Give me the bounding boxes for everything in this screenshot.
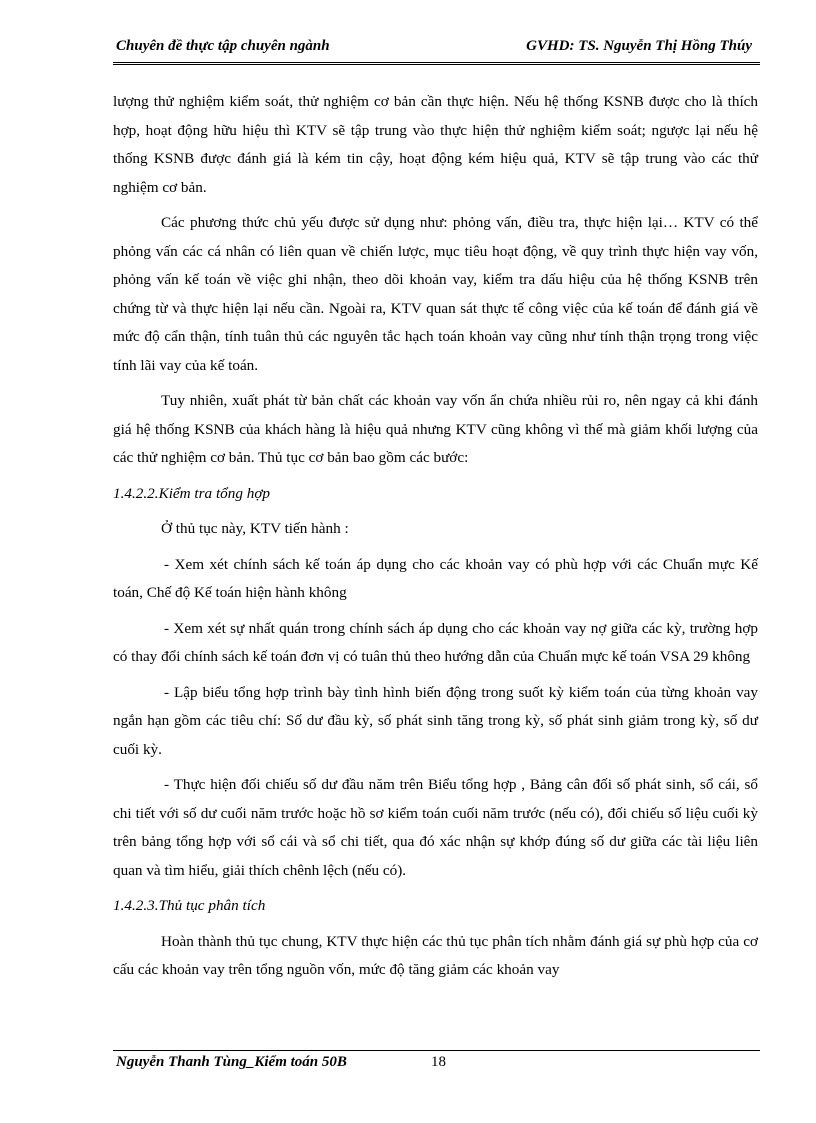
document-body — [113, 88, 758, 992]
section-heading-1: 1.4.2.2.Kiểm tra tổng hợp — [113, 484, 271, 502]
paragraph-1: lượng thử nghiệm kiểm soát, thử nghiệm cơ bản cần thực hiện. Nếu hệ thống KSNB được cho là thích hợp, hoạt động hữu hiệu thì KTV sẽ tập trung vào thực hiện thử nghiệm kiểm soát; ngược lại nếu hệ thống KSNB được đánh giá là kém tin cậy, hoạt động kém hiệu quả, KTV sẽ tập trung vào các thử nghiệm cơ bản. — [113, 93, 758, 196]
paragraph-5: - Xem xét chính sách kế toán áp dụng cho các khoản vay có phù hợp với các Chuẩn mực Kế toán, Chế độ Kế toán hiện hành không — [113, 555, 758, 601]
header-supervisor: GVHD: TS. Nguyễn Thị Hồng Thúy — [526, 38, 752, 54]
paragraph-7: - Lập biểu tổng hợp trình bày tình hình biến động trong suốt kỳ kiểm toán của từng khoản vay ngắn hạn gồm các tiêu chí: Số dư đầu kỳ, số phát sinh tăng trong kỳ, số phát sinh giảm trong kỳ, số dư cuối kỳ. — [113, 683, 758, 758]
paragraph-2: Các phương thức chủ yếu được sử dụng như: phỏng vấn, điều tra, thực hiện lại… KTV có thể phỏng vấn các cá nhân có liên quan về chiến lược, mục tiêu hoạt động, về quy trình thực hiện vay vốn, phỏng vấn kế toán về việc ghi nhận, theo dõi khoản vay, kiểm tra dấu hiệu của hệ thống KSNB trên chứng từ và thực hiện lại nếu cần. Ngoài ra, KTV quan sát thực tế công việc của kế toán để đánh giá về mức độ cẩn thận, tính tuân thủ các nguyên tắc hạch toán khoản vay cũng như tính thận trọng trong việc tính lãi vay của kế toán. — [113, 214, 758, 374]
page-number: 18 — [431, 1054, 446, 1070]
header-title: Chuyên đề thực tập chuyên ngành — [116, 38, 330, 54]
paragraph-6: - Xem xét sự nhất quán trong chính sách áp dụng cho các khoản vay nợ giữa các kỳ, trường hợp có thay đổi chính sách kế toán đơn vị có tuân thủ theo hướng dẫn của Chuẩn mực kế toán VSA 29 không — [113, 619, 758, 665]
page-header — [113, 36, 760, 65]
paragraph-3: Tuy nhiên, xuất phát từ bản chất các khoản vay vốn ẩn chứa nhiều rủi ro, nên ngay cả khi đánh giá hệ thống KSNB của khách hàng là hiệu quả nhưng KTV cũng không vì thế mà giảm khối lượng của các thử nghiệm cơ bản. Thủ tục cơ bản bao gồm các bước: — [113, 392, 758, 466]
paragraph-9: Hoàn thành thủ tục chung, KTV thực hiện các thủ tục phân tích nhằm đánh giá sự phù hợp của cơ cấu các khoản vay trên tổng nguồn vốn, mức độ tăng giảm các khoản vay — [113, 932, 758, 978]
paragraph-4: Ở thủ tục này, KTV tiến hành : — [161, 520, 349, 537]
page-footer — [113, 1050, 760, 1081]
paragraph-8: - Thực hiện đối chiếu số dư đầu năm trên Biểu tổng hợp , Bảng cân đối số phát sinh, sổ cái, sổ chi tiết với số dư cuối năm trước hoặc hồ sơ kiểm toán cuối năm trước (nếu có), đối chiếu số liệu cuối kỳ trên bảng tổng hợp với sổ cái và sổ chi tiết, qua đó xác nhận sự khớp đúng số dư giữa các tài liệu liên quan và tìm hiểu, giải thích chênh lệch (nếu có). — [113, 776, 758, 879]
section-heading-2: 1.4.2.3.Thủ tục phân tích — [113, 897, 266, 914]
footer-author: Nguyễn Thanh Tùng_Kiểm toán 50B — [116, 1054, 347, 1070]
